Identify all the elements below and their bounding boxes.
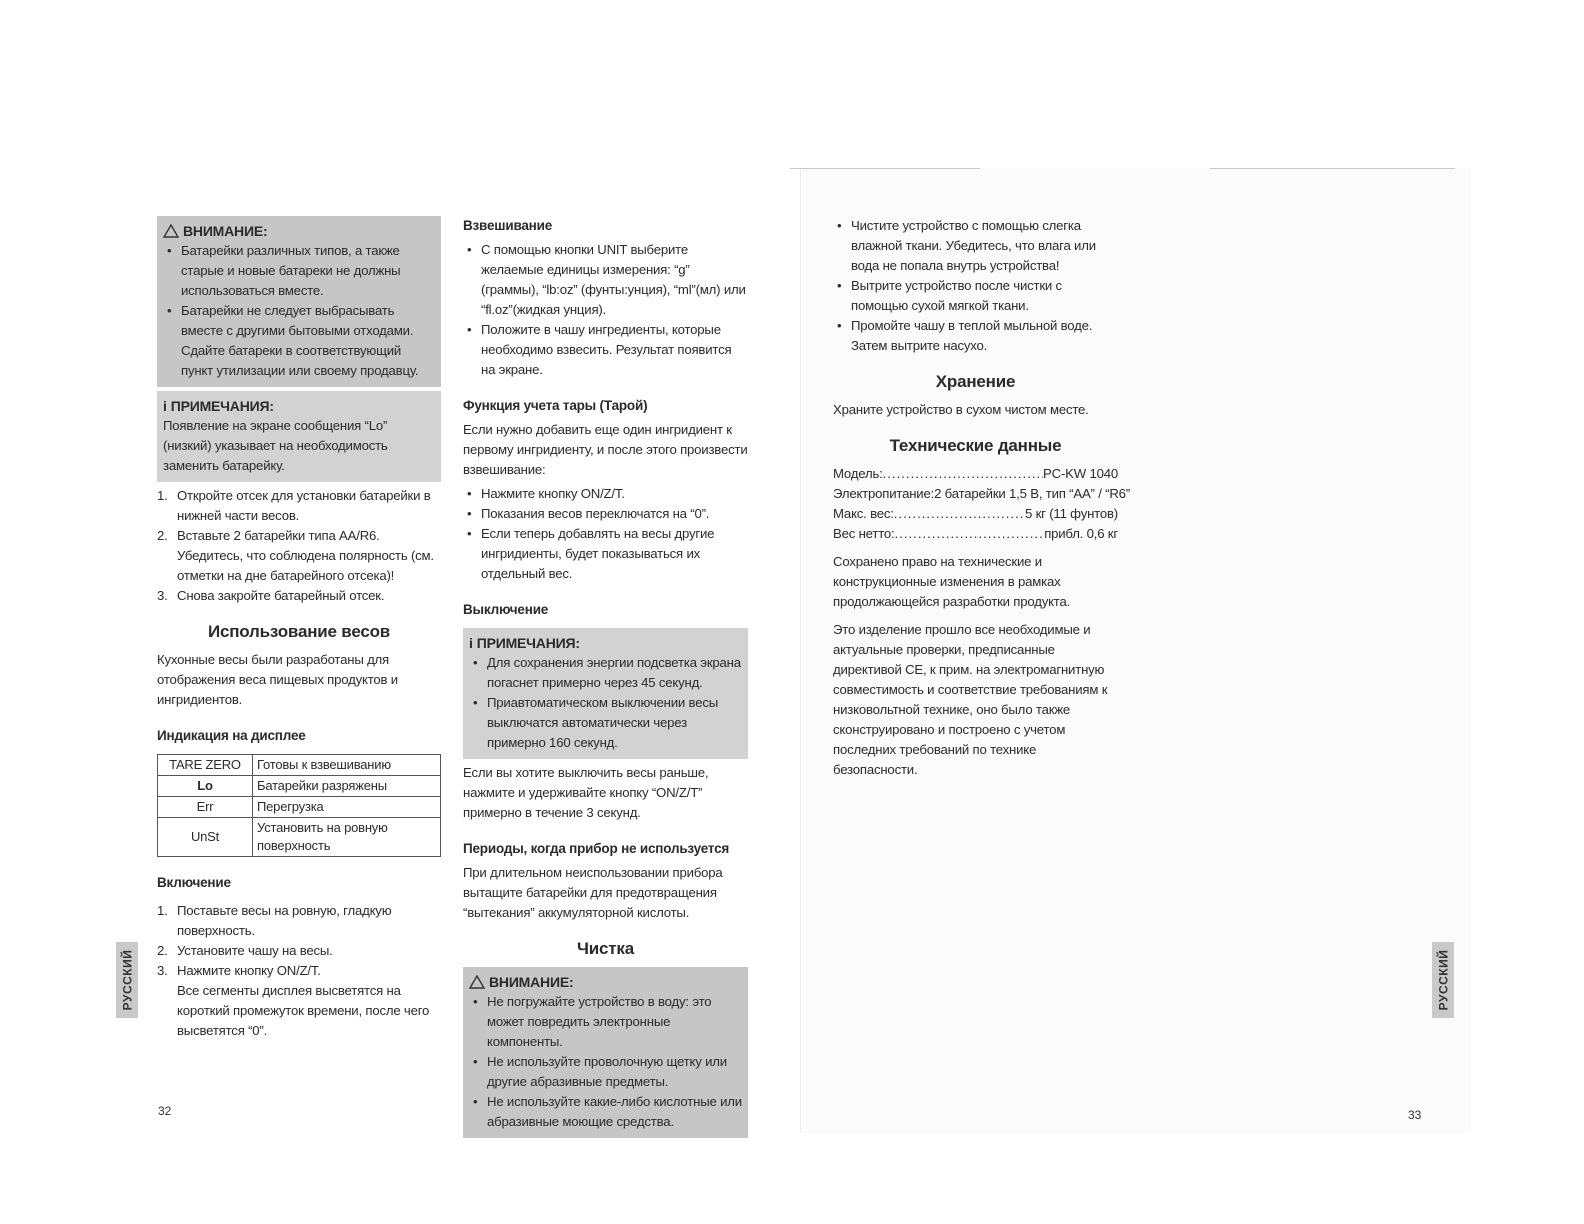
list-item: • Приавтоматическом выключении весы выключатся автоматически через примерно 160 секунд.	[469, 693, 742, 753]
weighing-title: Взвешивание	[463, 218, 553, 233]
notes-title: i ПРИМЕЧАНИЯ:	[163, 398, 274, 414]
list-item: • Чистите устройство с помощью слегка влажной ткани. Убедитесь, что влага или вода не попала внутрь устройства!	[833, 216, 1118, 276]
table-row: Err Перегрузка	[158, 797, 441, 818]
list-item: 1. Откройте отсек для установки батарейки в нижней части весов.	[157, 488, 431, 523]
list-item: • Для сохранения энергии подсветка экрана погаснет примерно через 45 секунд.	[469, 653, 742, 693]
list-item: • Не используйте проволочную щетку или другие абразивные предметы.	[469, 1052, 742, 1092]
ce-text: Это изделение прошло все необходимые и актуальные проверки, предписанные директивой CE, к прим. на электромагнитную совместимость и соответствие требованиям к низковольтной технике, оно было также сконструировано и построено с учетом последних требований по технике безопасности.	[833, 622, 1108, 777]
right-column	[833, 216, 1130, 780]
left-column-1	[157, 216, 441, 1041]
spec-row: Электропитание: 2 батарейки 1,5 В, тип “AA” / “R6”	[833, 486, 1130, 501]
warning-box	[157, 216, 441, 387]
warning-triangle-icon	[163, 224, 179, 238]
usage-title: Использование весов	[207, 622, 391, 641]
notes-text: Появление на экране сообщения “Lo” (низкий) указывает на необходимость заменить батарейку.	[163, 418, 388, 473]
off-notes-title: i ПРИМЕЧАНИЯ:	[469, 635, 580, 651]
power-on-title: Включение	[157, 875, 231, 890]
list-item: 3. Нажмите кнопку ON/Z/T.	[157, 963, 321, 978]
list-item: • Не используйте какие-либо кислотные или абразивные моющие средства.	[469, 1092, 742, 1132]
list-item: • Не погружайте устройство в воду: это может повредить электронные компоненты.	[469, 992, 742, 1052]
idle-text: При длительном неиспользовании прибора вытащите батарейки для предотвращения “вытекания” аккумуляторной кислоты.	[463, 865, 723, 920]
left-column-2	[463, 216, 748, 1138]
warning-item: • Батарейки не следует выбрасывать вместе с другими бытовыми отходами. Сдайте батареки в соответствующий пункт утилизации или своему продавцу.	[163, 301, 435, 381]
table-row: UnSt Установить на ровную поверхность	[158, 818, 441, 857]
tare-text: Если нужно добавить еще один ингридиент к первому ингридиенту, и после этого произвести взвешивание:	[463, 422, 748, 477]
language-tab: РУССКИЙ	[1432, 942, 1454, 1018]
page-number: 32	[158, 1104, 172, 1118]
idle-title: Периоды, когда прибор не используется	[463, 841, 730, 856]
battery-steps	[157, 486, 441, 606]
info-icon: i	[469, 635, 473, 651]
off-title: Выключение	[463, 602, 549, 617]
warning-triangle-icon	[469, 975, 485, 989]
warning-item: • Батарейки различных типов, а также старые и новые батареки не должны использоваться вместе.	[163, 241, 435, 301]
page-number: 33	[1408, 1108, 1422, 1122]
display-title: Индикация на дисплее	[157, 728, 306, 743]
tech-title: Технические данные	[889, 436, 1062, 455]
top-rule	[1210, 168, 1455, 169]
list-item: 2. Установите чашу на весы.	[157, 943, 333, 958]
off-text: Если вы хотите выключить весы раньше, нажмите и удерживайте кнопку “ON/Z/T” примерно в течение 3 секунд.	[463, 765, 709, 820]
list-item: • Вытрите устройство после чистки с помощью сухой мягкой ткани.	[833, 276, 1118, 316]
list-item: 2. Вставьте 2 батарейки типа AA/R6. Убедитесь, что соблюдена полярность (см. отметки на дне батарейного отсека)!	[157, 528, 434, 583]
power-on-steps	[157, 901, 441, 981]
language-tab: РУССКИЙ	[116, 942, 138, 1018]
notes-box	[157, 391, 441, 482]
clean-title: Чистка	[577, 939, 634, 958]
list-item: • С помощью кнопки UNIT выберите желаемые единицы измерения: “g” (граммы), “lb:oz” (фунты:унция), “ml”(мл) или “fl.oz”(жидкая унция).	[463, 240, 748, 320]
list-item: • Если теперь добавлять на весы другие ингридиенты, будет показываться их отдельный вес.	[463, 524, 748, 584]
clean-warning-box	[463, 967, 748, 1138]
list-item: • Промойте чашу в теплой мыльной воде. Затем вытрите насухо.	[833, 316, 1118, 356]
tare-title: Функция учета тары (Тарой)	[463, 398, 648, 413]
off-notes-box	[463, 628, 748, 759]
list-item: 1. Поставьте весы на ровную, гладкую поверхность.	[157, 903, 392, 938]
table-row: TARE ZERO Готовы к взвешиванию	[158, 755, 441, 776]
clean-warning-title: ВНИМАНИЕ:	[469, 972, 742, 992]
top-rule	[790, 168, 980, 169]
storage-title: Хранение	[935, 372, 1016, 391]
spec-row: Макс. вес: ..... 5 кг (11 фунтов)	[833, 504, 1118, 524]
display-table	[157, 754, 441, 857]
storage-text: Храните устройство в сухом чистом месте.	[833, 402, 1089, 417]
rights-text: Сохранено право на технические и конструкционные изменения в рамках продолжающейся разработки продукта.	[833, 554, 1071, 609]
warning-title: ВНИМАНИЕ:	[163, 221, 435, 241]
list-item: 3. Снова закройте батарейный отсек.	[157, 588, 385, 603]
spec-row: Вес нетто: ..... прибл. 0,6 кг	[833, 524, 1118, 544]
power-on-note: Все сегменты дисплея высветятся на короткий промежуток времени, после чего высветятся “0”.	[177, 983, 430, 1038]
table-row: Lo Батарейки разряжены	[158, 776, 441, 797]
list-item: • Показания весов переключатся на “0”.	[463, 504, 748, 524]
usage-text: Кухонные весы были разработаны для отображения веса пищевых продуктов и ингридиентов.	[157, 652, 398, 707]
spec-row: Модель: ..... PC-KW 1040	[833, 464, 1118, 484]
list-item: • Положите в чашу ингредиенты, которые необходимо взвесить. Результат появится на экране.	[463, 320, 748, 380]
info-icon: i	[163, 398, 167, 414]
list-item: • Нажмите кнопку ON/Z/T.	[463, 484, 748, 504]
